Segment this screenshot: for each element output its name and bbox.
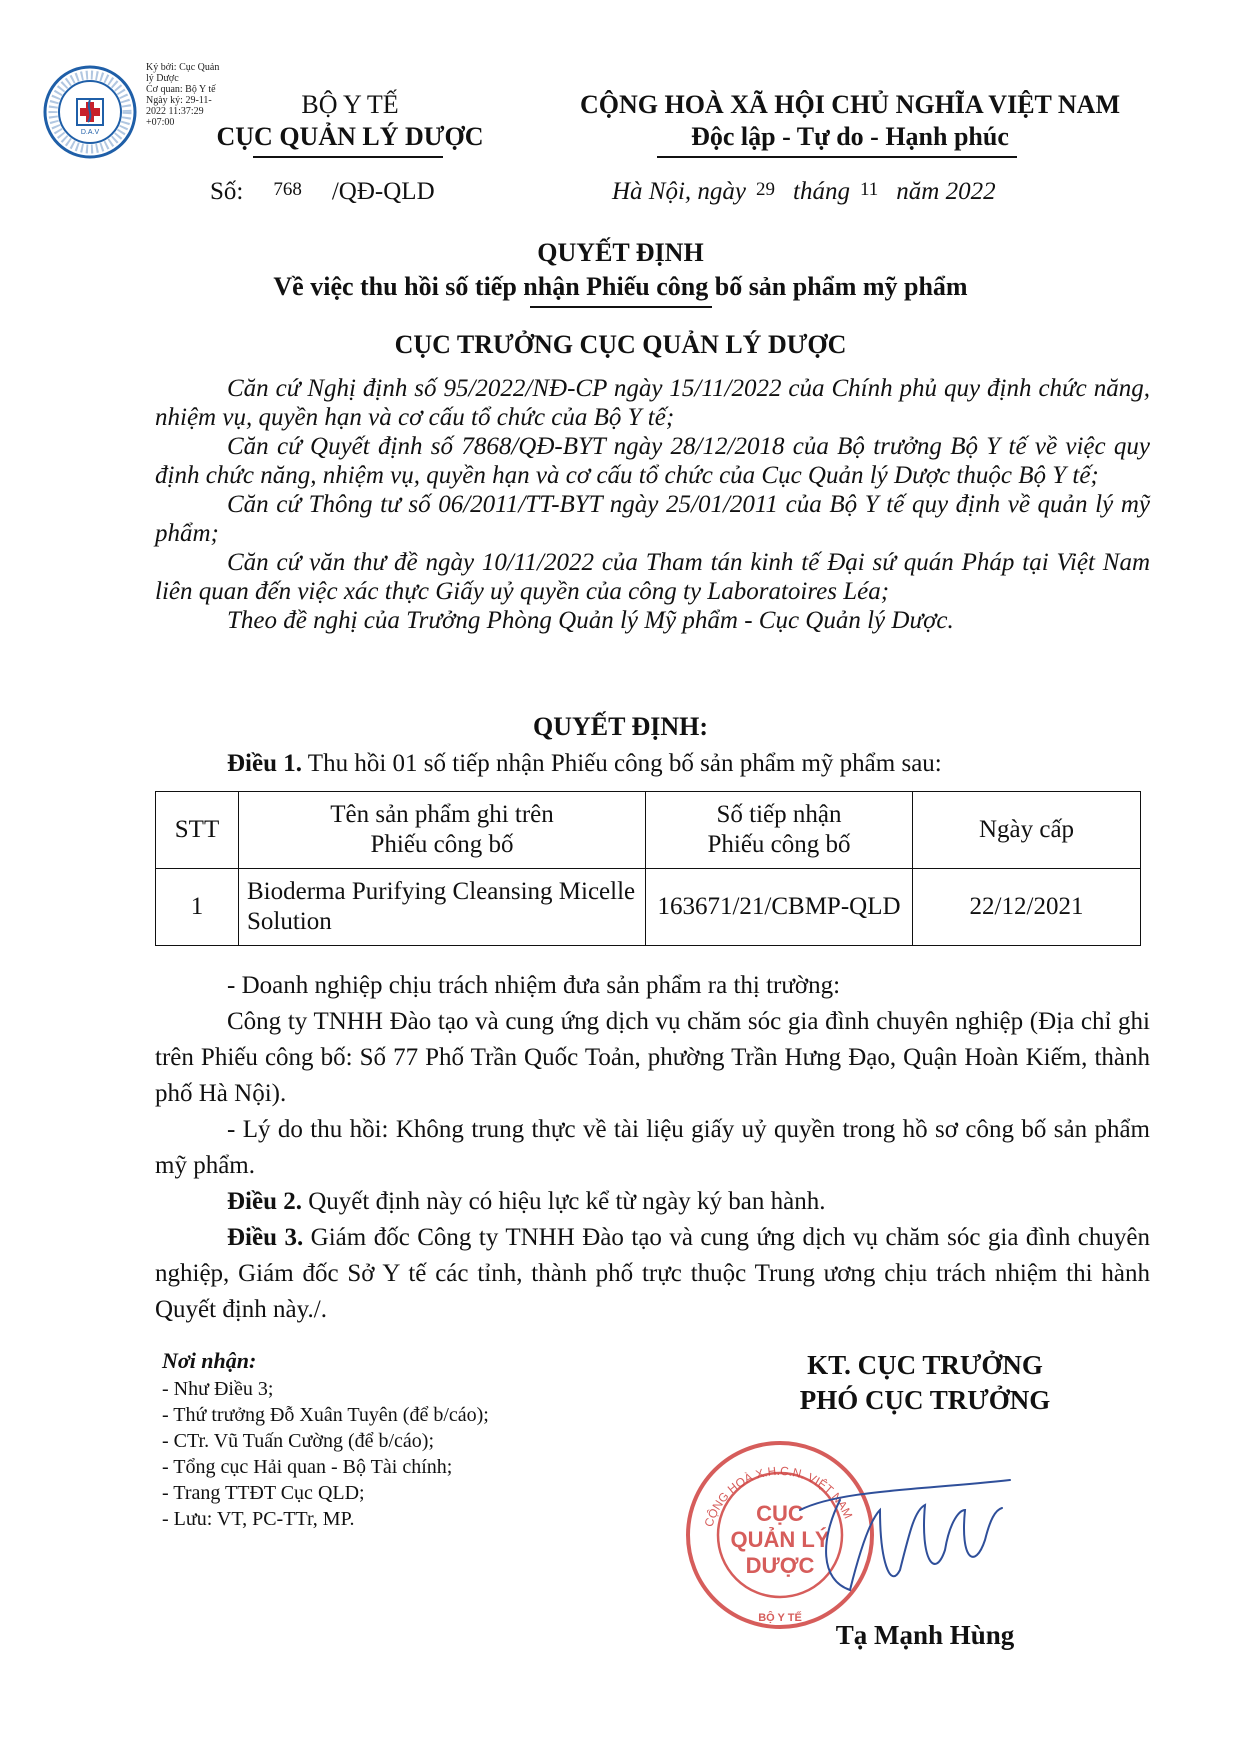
signature-meta-line: +07:00 bbox=[146, 117, 175, 128]
cell-receipt-number: 163671/21/CBMP-QLD bbox=[646, 869, 913, 946]
recipients-heading: Nơi nhận: bbox=[162, 1348, 257, 1373]
svg-text:QUẢN LÝ: QUẢN LÝ bbox=[730, 1527, 830, 1552]
svg-text:D.A.V: D.A.V bbox=[80, 129, 100, 136]
header-issue-date: Ngày cấp bbox=[913, 792, 1141, 869]
article-2 bbox=[155, 1184, 1150, 1220]
header-receipt-number-line2: Phiếu công bố bbox=[707, 831, 851, 858]
svg-text:CỘNG HOÀ X.H.C.N. VIỆT NAM: CỘNG HOÀ X.H.C.N. VIỆT NAM bbox=[701, 1463, 856, 1529]
document-number-value: 768 bbox=[273, 179, 302, 200]
recipient-item: - Thứ trưởng Đỗ Xuân Tuyên (để b/cáo); bbox=[162, 1404, 489, 1426]
parent-organization: BỘ Y TẾ bbox=[301, 90, 399, 119]
signer-title-secondary: PHÓ CỤC TRƯỞNG bbox=[799, 1385, 1051, 1415]
responsible-company-label: - Doanh nghiệp chịu trách nhiệm đưa sản phẩm ra thị trường: bbox=[227, 972, 841, 999]
national-motto: Độc lập - Tự do - Hạnh phúc bbox=[691, 122, 1009, 151]
header-product-name-line2: Phiếu công bố bbox=[370, 831, 514, 858]
recipient-item: - Tổng cục Hải quan - Bộ Tài chính; bbox=[162, 1456, 453, 1478]
cell-issue-date: 22/12/2021 bbox=[913, 869, 1141, 946]
recipient-item: - Trang TTĐT Cục QLD; bbox=[162, 1482, 365, 1504]
document-title: QUYẾT ĐỊNH bbox=[537, 238, 704, 267]
legal-basis: Theo đề nghị của Trưởng Phòng Quản lý Mỹ phẩm - Cục Quản lý Dược. bbox=[227, 607, 954, 634]
document-number-suffix: /QĐ-QLD bbox=[331, 178, 435, 205]
responsible-company: Công ty TNHH Đào tạo và cung ứng dịch vụ chăm sóc gia đình chuyên nghiệp (Địa chỉ ghi trên Phiếu công bố: Số 77 Phố Trần Quốc Toản, phường Trần Hưng Đạo, Quận Hoàn Kiếm, thành phố Hà Nội). bbox=[155, 1008, 1150, 1107]
svg-text:DƯỢC: DƯỢC bbox=[745, 1553, 815, 1578]
signer-name: Tạ Mạnh Hùng bbox=[835, 1620, 1015, 1650]
issuing-authority: CỤC TRƯỞNG CỤC QUẢN LÝ DƯỢC bbox=[394, 330, 847, 359]
cell-stt: 1 bbox=[156, 869, 239, 946]
revocation-reason: - Lý do thu hồi: Không trung thực về tài liệu giấy uỷ quyền trong hồ sơ công bố sản phẩm mỹ phẩm. bbox=[155, 1116, 1150, 1179]
document-number-prefix: Số: bbox=[210, 178, 244, 205]
revoked-products-table bbox=[155, 791, 1141, 946]
table-row bbox=[156, 869, 1141, 946]
article-1-text: Thu hồi 01 số tiếp nhận Phiếu công bố sản phẩm mỹ phẩm sau: bbox=[302, 750, 942, 777]
recipient-item: - Như Điều 3; bbox=[162, 1378, 274, 1400]
article-3-label: Điều 3. bbox=[227, 1224, 304, 1251]
national-title: CỘNG HOÀ XÃ HỘI CHỦ NGHĨA VIỆT NAM bbox=[579, 90, 1121, 119]
document-subject: Về việc thu hồi số tiếp nhận Phiếu công bố sản phẩm mỹ phẩm bbox=[273, 272, 968, 301]
legal-basis: Căn cứ Quyết định số 7868/QĐ-BYT ngày 28/12/2018 của Bộ trưởng Bộ Y tế về việc quy định chức năng, nhiệm vụ, quyền hạn và cơ cấu tổ chức của Cục Quản lý Dược thuộc Bộ Y tế; bbox=[155, 433, 1150, 489]
signer-title-primary: KT. CỤC TRƯỞNG bbox=[807, 1350, 1043, 1380]
legal-bases bbox=[155, 374, 1150, 635]
decision-heading: QUYẾT ĐỊNH: bbox=[532, 712, 709, 741]
table-header-row bbox=[156, 792, 1141, 869]
agency-logo bbox=[42, 64, 138, 160]
svg-text:BỘ Y TẾ: BỘ Y TẾ bbox=[758, 1612, 802, 1624]
signature-meta-line: lý Dược bbox=[146, 73, 179, 84]
decision-body bbox=[155, 968, 1150, 1328]
cell-product-name: Bioderma Purifying Cleansing Micelle Solution bbox=[239, 869, 646, 946]
subject-underline bbox=[530, 306, 712, 308]
recipient-item: - Lưu: VT, PC-TTr, MP. bbox=[162, 1508, 355, 1530]
legal-basis: Căn cứ Thông tư số 06/2011/TT-BYT ngày 25/01/2011 của Bộ Y tế quy định về quản lý mỹ phẩm; bbox=[155, 491, 1150, 547]
signature-meta-line: Ký bởi: Cục Quản bbox=[146, 62, 220, 73]
article-3 bbox=[155, 1220, 1150, 1328]
date-month: 11 bbox=[859, 179, 879, 200]
document-number bbox=[210, 178, 435, 206]
article-2-label: Điều 2. bbox=[227, 1188, 302, 1215]
signature-meta-line: 2022 11:37:29 bbox=[146, 106, 204, 117]
article-1-label: Điều 1. bbox=[227, 750, 302, 777]
article-2-text: Quyết định này có hiệu lực kể từ ngày ký ban hành. bbox=[302, 1188, 826, 1215]
article-1 bbox=[155, 750, 1150, 778]
year-label: năm 2022 bbox=[896, 178, 996, 205]
recipient-item: - CTr. Vũ Tuấn Cường (để b/cáo); bbox=[162, 1430, 435, 1452]
signature-meta-line: Ngày ký: 29-11- bbox=[146, 95, 212, 106]
legal-basis: Căn cứ Nghị định số 95/2022/NĐ-CP ngày 15/11/2022 của Chính phủ quy định chức năng, nhiệm vụ, quyền hạn và cơ cấu tổ chức của Bộ Y tế; bbox=[155, 375, 1150, 431]
date-day: 29 bbox=[756, 179, 776, 200]
recipients bbox=[162, 1348, 582, 1532]
legal-basis: Căn cứ văn thư đề ngày 10/11/2022 của Tham tán kinh tế Đại sứ quán Pháp tại Việt Nam liên quan đến việc xác thực Giấy uỷ quyền của công ty Laboratoires Léa; bbox=[155, 549, 1150, 605]
handwritten-signature bbox=[780, 1450, 1020, 1610]
header-receipt-number-line1: Số tiếp nhận bbox=[716, 801, 842, 828]
month-label: tháng bbox=[793, 178, 850, 205]
signature-meta-line: Cơ quan: Bộ Y tế bbox=[146, 84, 216, 95]
header-receipt-number bbox=[646, 792, 913, 869]
organization-underline bbox=[253, 156, 443, 158]
organization-name: CỤC QUẢN LÝ DƯỢC bbox=[216, 122, 484, 151]
header-stt: STT bbox=[156, 792, 239, 869]
header-product-name-line1: Tên sản phẩm ghi trên bbox=[330, 801, 554, 828]
place-and-date bbox=[612, 178, 996, 206]
header-product-name bbox=[239, 792, 646, 869]
article-3-text: Giám đốc Công ty TNHH Đào tạo và cung ứng dịch vụ chăm sóc gia đình chuyên nghiệp, Giám đốc Sở Y tế các tỉnh, thành phố trực thuộc Trung ương chịu trách nhiệm thi hành Quyết định này./. bbox=[155, 1224, 1150, 1323]
svg-text:CỤC: CỤC bbox=[756, 1501, 804, 1526]
motto-underline bbox=[657, 156, 1017, 158]
place-date-prefix: Hà Nội, ngày bbox=[612, 178, 747, 205]
